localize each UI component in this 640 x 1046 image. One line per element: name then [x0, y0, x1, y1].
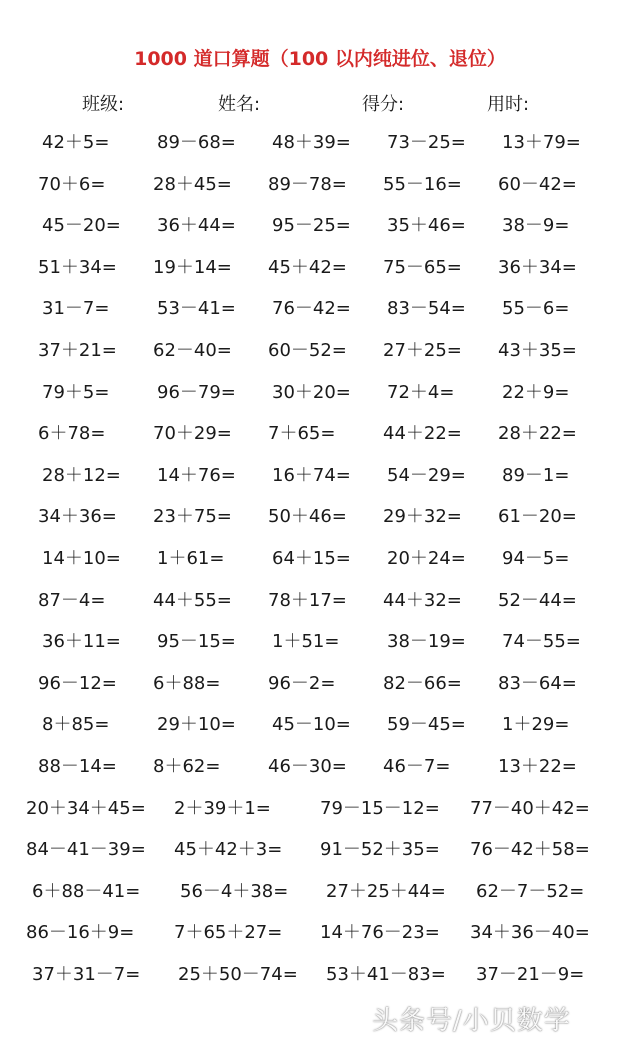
problem-row — [0, 710, 640, 740]
problem-item: 89－1= — [502, 464, 570, 486]
problem-item: 36＋44= — [157, 215, 236, 237]
problem-item: 7＋65＋27= — [174, 922, 283, 944]
problem-item: 79－15－12= — [320, 797, 440, 819]
problem-item: 6＋88－41= — [32, 880, 141, 902]
problem-item: 86－16＋9= — [26, 922, 135, 944]
problem-row — [0, 378, 640, 408]
problem-item: 28＋22= — [498, 423, 577, 445]
problem-item: 96－12= — [38, 672, 117, 694]
problem-row — [0, 669, 640, 699]
problem-item: 38－19= — [387, 631, 466, 653]
problem-item: 91－52＋35= — [320, 839, 440, 861]
watermark: 头条号/小贝数学 — [372, 1006, 571, 1036]
problem-item: 52－44= — [498, 589, 577, 611]
problem-item: 14＋76－23= — [320, 922, 440, 944]
problem-item: 55－6= — [502, 298, 570, 320]
class-label: 班级: — [82, 94, 125, 115]
name-label: 姓名: — [218, 94, 261, 115]
problem-row — [0, 170, 640, 200]
problem-item: 62－7－52= — [476, 880, 585, 902]
problem-item: 23＋75= — [153, 506, 232, 528]
problem-item: 89－68= — [157, 132, 236, 153]
problem-item: 70＋29= — [153, 423, 232, 445]
problem-item: 53＋41－83= — [326, 964, 446, 985]
problem-row — [0, 253, 640, 283]
problem-item: 94－5= — [502, 548, 570, 569]
problem-item: 22＋9= — [502, 381, 570, 403]
problem-row — [0, 128, 640, 158]
problem-item: 37＋31－7= — [32, 964, 141, 985]
problem-item: 56－4＋38= — [180, 880, 289, 902]
problem-row — [0, 586, 640, 616]
problem-item: 45＋42＋3= — [174, 839, 283, 861]
problem-item: 84－41－39= — [26, 839, 146, 861]
problem-row — [0, 918, 640, 948]
problem-item: 89－78= — [268, 173, 347, 195]
problem-item: 25＋50－74= — [178, 964, 298, 985]
problem-item: 44＋22= — [383, 423, 462, 445]
problem-item: 55－16= — [383, 173, 462, 195]
time-label: 用时: — [487, 94, 530, 115]
problem-item: 82－66= — [383, 672, 462, 694]
problem-item: 87－4= — [38, 589, 106, 611]
problem-item: 38－9= — [502, 215, 570, 237]
problem-item: 6＋88= — [153, 672, 221, 694]
problem-item: 74－55= — [502, 631, 581, 653]
problem-item: 61－20= — [498, 506, 577, 528]
problem-item: 6＋78= — [38, 423, 106, 445]
problem-item: 64＋15= — [272, 548, 351, 569]
problem-item: 13＋79= — [502, 132, 581, 153]
problem-row — [0, 877, 640, 907]
problem-item: 1＋51= — [272, 631, 340, 653]
problem-item: 35＋46= — [387, 215, 466, 237]
problem-row — [0, 211, 640, 241]
problem-item: 79＋5= — [42, 381, 110, 403]
problem-row — [0, 419, 640, 449]
problem-item: 44＋55= — [153, 589, 232, 611]
problem-item: 73－25= — [387, 132, 466, 153]
problem-row — [0, 336, 640, 366]
problem-item: 19＋14= — [153, 256, 232, 278]
problem-item: 14＋10= — [42, 548, 121, 569]
problem-item: 13＋22= — [498, 756, 577, 777]
worksheet-title: 1000 道口算题（100 以内纯进位、退位） — [134, 48, 506, 70]
problem-item: 88－14= — [38, 756, 117, 777]
problem-item: 30＋20= — [272, 381, 351, 403]
problem-row — [0, 294, 640, 324]
problem-item: 96－79= — [157, 381, 236, 403]
problem-item: 70＋6= — [38, 173, 106, 195]
problem-row — [0, 752, 640, 782]
problem-item: 83－64= — [498, 672, 577, 694]
problem-item: 46－7= — [383, 756, 451, 777]
problem-item: 37－21－9= — [476, 964, 585, 985]
problem-item: 16＋74= — [272, 464, 351, 486]
problem-item: 45－20= — [42, 215, 121, 237]
problem-row — [0, 502, 640, 532]
problem-item: 45＋42= — [268, 256, 347, 278]
problem-item: 45－10= — [272, 714, 351, 736]
problem-item: 62－40= — [153, 340, 232, 361]
problem-item: 54－29= — [387, 464, 466, 486]
problem-item: 14＋76= — [157, 464, 236, 486]
problem-item: 77－40＋42= — [470, 797, 590, 819]
problem-item: 72＋4= — [387, 381, 455, 403]
problem-item: 75－65= — [383, 256, 462, 278]
problem-item: 27＋25＋44= — [326, 880, 446, 902]
problem-item: 51＋34= — [38, 256, 117, 278]
problem-row — [0, 835, 640, 865]
score-label: 得分: — [362, 94, 405, 115]
problem-item: 53－41= — [157, 298, 236, 320]
problem-item: 31－7= — [42, 298, 110, 320]
problem-item: 59－45= — [387, 714, 466, 736]
problem-item: 1＋61= — [157, 548, 225, 569]
problem-item: 95－25= — [272, 215, 351, 237]
problem-item: 76－42= — [272, 298, 351, 320]
problem-item: 8＋85= — [42, 714, 110, 736]
problem-item: 46－30= — [268, 756, 347, 777]
problem-item: 36＋34= — [498, 256, 577, 278]
problem-row — [0, 960, 640, 990]
problem-item: 34＋36－40= — [470, 922, 590, 944]
problem-item: 36＋11= — [42, 631, 121, 653]
problem-item: 29＋32= — [383, 506, 462, 528]
problem-item: 48＋39= — [272, 132, 351, 153]
problem-item: 28＋45= — [153, 173, 232, 195]
problem-item: 29＋10= — [157, 714, 236, 736]
problem-item: 78＋17= — [268, 589, 347, 611]
problem-item: 27＋25= — [383, 340, 462, 361]
problem-item: 2＋39＋1= — [174, 797, 271, 819]
problem-item: 95－15= — [157, 631, 236, 653]
problem-row — [0, 794, 640, 824]
problem-item: 60－42= — [498, 173, 577, 195]
problem-item: 1＋29= — [502, 714, 570, 736]
problem-item: 44＋32= — [383, 589, 462, 611]
problem-item: 34＋36= — [38, 506, 117, 528]
problem-item: 20＋24= — [387, 548, 466, 569]
problem-item: 20＋34＋45= — [26, 797, 146, 819]
problem-item: 50＋46= — [268, 506, 347, 528]
problem-item: 8＋62= — [153, 756, 221, 777]
problem-row — [0, 544, 640, 574]
problem-row — [0, 461, 640, 491]
problem-item: 96－2= — [268, 672, 336, 694]
problem-item: 42＋5= — [42, 132, 110, 153]
problem-item: 7＋65= — [268, 423, 336, 445]
problem-row — [0, 627, 640, 657]
problem-item: 43＋35= — [498, 340, 577, 361]
problem-item: 60－52= — [268, 340, 347, 361]
problem-item: 37＋21= — [38, 340, 117, 361]
problem-item: 76－42＋58= — [470, 839, 590, 861]
problem-item: 83－54= — [387, 298, 466, 320]
problem-item: 28＋12= — [42, 464, 121, 486]
